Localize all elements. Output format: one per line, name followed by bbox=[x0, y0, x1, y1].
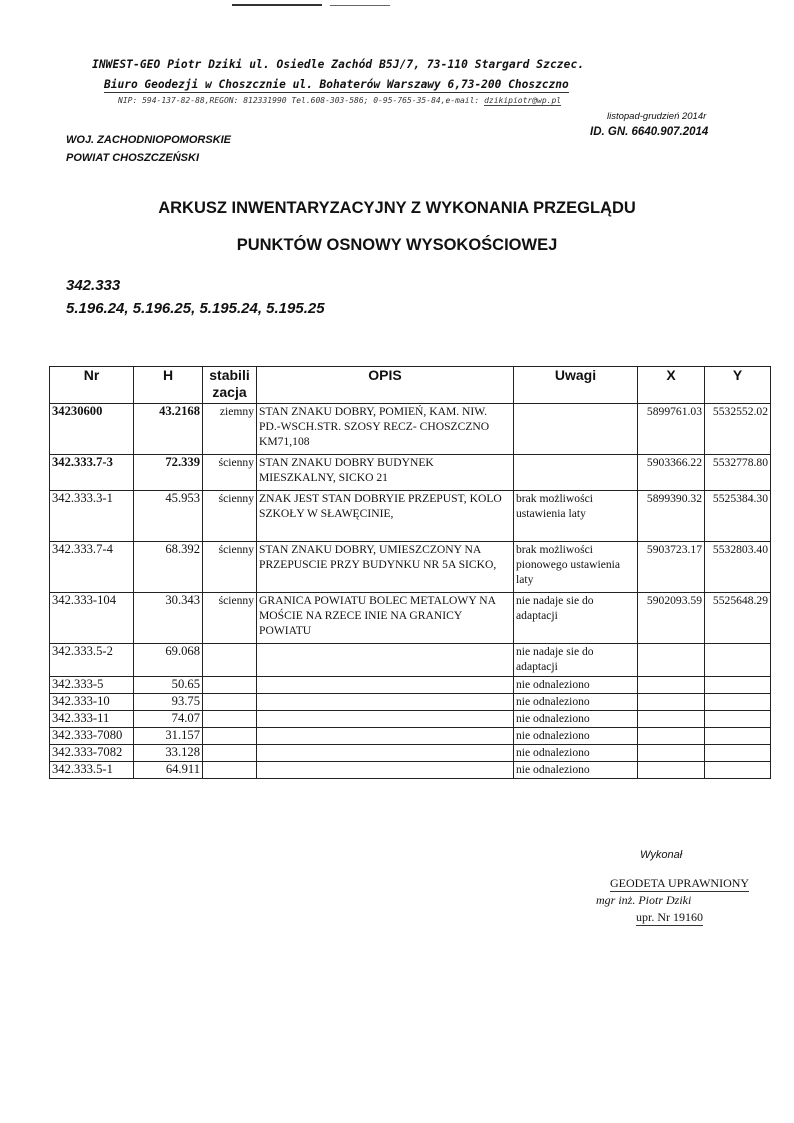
cell-x bbox=[638, 711, 705, 728]
cell-h: 43.2168 bbox=[134, 404, 203, 455]
cell-x: 5902093.59 bbox=[638, 593, 705, 644]
voivodeship-label: WOJ. ZACHODNIOPOMORSKIE bbox=[66, 134, 232, 146]
cell-nr: 342.333.5-2 bbox=[50, 644, 134, 677]
cell-uwagi bbox=[514, 455, 638, 491]
cell-y: 5525384.30 bbox=[705, 491, 771, 542]
cell-opis bbox=[257, 694, 514, 711]
cell-uwagi: nie odnaleziono bbox=[514, 711, 638, 728]
cell-uwagi: nie odnaleziono bbox=[514, 728, 638, 745]
cell-y bbox=[705, 711, 771, 728]
cell-x bbox=[638, 762, 705, 779]
col-header-uwagi: Uwagi bbox=[514, 367, 638, 404]
sheet-code: 342.333 bbox=[66, 277, 121, 294]
col-header-x: X bbox=[638, 367, 705, 404]
cell-uwagi: brak możliwości pionowego ustawienia laty bbox=[514, 542, 638, 593]
cell-x bbox=[638, 745, 705, 762]
cell-h: 50.65 bbox=[134, 677, 203, 694]
table-row bbox=[50, 745, 771, 762]
cell-y bbox=[705, 728, 771, 745]
cell-opis bbox=[257, 745, 514, 762]
cell-uwagi: nie nadaje sie do adaptacji bbox=[514, 644, 638, 677]
cell-h: 30.343 bbox=[134, 593, 203, 644]
cell-y bbox=[705, 644, 771, 677]
cell-h: 33.128 bbox=[134, 745, 203, 762]
cell-opis bbox=[257, 677, 514, 694]
cell-stab: ścienny bbox=[203, 455, 257, 491]
contact-details: NIP: 594-137-82-88,REGON: 812331990 Tel.608-303-586; 0-95-765-35-84,e-mail: bbox=[118, 96, 480, 105]
cell-stab: ścienny bbox=[203, 542, 257, 593]
cell-y bbox=[705, 762, 771, 779]
table-row bbox=[50, 542, 771, 593]
cell-h: 69.068 bbox=[134, 644, 203, 677]
cell-nr: 342.333-7082 bbox=[50, 745, 134, 762]
cell-stab bbox=[203, 644, 257, 677]
cell-h: 72.339 bbox=[134, 455, 203, 491]
cell-opis: STAN ZNAKU DOBRY BUDYNEK MIESZKALNY, SICKO 21 bbox=[257, 455, 514, 491]
cell-y bbox=[705, 694, 771, 711]
region-block bbox=[66, 131, 231, 167]
cell-opis bbox=[257, 644, 514, 677]
cell-y bbox=[705, 677, 771, 694]
cell-y bbox=[705, 745, 771, 762]
cell-opis bbox=[257, 762, 514, 779]
table-row bbox=[50, 677, 771, 694]
col-header-h: H bbox=[134, 367, 203, 404]
cell-nr: 34230600 bbox=[50, 404, 134, 455]
cell-y: 5532803.40 bbox=[705, 542, 771, 593]
cell-opis: STAN ZNAKU DOBRY, POMIEŃ, KAM. NIW. PD.-WSCH.STR. SZOSY RECZ- CHOSZCZNO KM71,108 bbox=[257, 404, 514, 455]
cell-stab: ścienny bbox=[203, 593, 257, 644]
table-row bbox=[50, 404, 771, 455]
cell-h: 45.953 bbox=[134, 491, 203, 542]
cell-y: 5532552.02 bbox=[705, 404, 771, 455]
company-header-contact bbox=[118, 96, 561, 105]
cell-stab bbox=[203, 745, 257, 762]
table-row bbox=[50, 644, 771, 677]
cell-nr: 342.333.5-1 bbox=[50, 762, 134, 779]
company-header-line1: INWEST-GEO Piotr Dziki ul. Osiedle Zachód B5J/7, 73-110 Stargard Szczec. bbox=[92, 58, 585, 71]
cell-opis: GRANICA POWIATU BOLEC METALOWY NA MOŚCIE NA RZECE INIE NA GRANICY POWIATU bbox=[257, 593, 514, 644]
table-row bbox=[50, 762, 771, 779]
cell-nr: 342.333-7080 bbox=[50, 728, 134, 745]
stamp-name: mgr inż. Piotr Dziki bbox=[596, 893, 692, 907]
county-label: POWIAT CHOSZCZEŃSKI bbox=[66, 152, 200, 164]
cell-h: 74.07 bbox=[134, 711, 203, 728]
col-header-stab-line1: stabili bbox=[209, 367, 250, 383]
scan-artifact-line bbox=[232, 4, 322, 6]
cell-stab: ścienny bbox=[203, 491, 257, 542]
scan-artifact-line bbox=[330, 5, 390, 6]
document-date: listopad-grudzień 2014r bbox=[607, 111, 707, 122]
cell-opis: STAN ZNAKU DOBRY, UMIESZCZONY NA PRZEPUSCIE PRZY BUDYNKU NR 5A SICKO, bbox=[257, 542, 514, 593]
cell-nr: 342.333.7-4 bbox=[50, 542, 134, 593]
cell-nr: 342.333-104 bbox=[50, 593, 134, 644]
table-row bbox=[50, 593, 771, 644]
cell-nr: 342.333-10 bbox=[50, 694, 134, 711]
cell-h: 93.75 bbox=[134, 694, 203, 711]
col-header-nr: Nr bbox=[50, 367, 134, 404]
cell-h: 64.911 bbox=[134, 762, 203, 779]
cell-uwagi: nie odnaleziono bbox=[514, 694, 638, 711]
cell-uwagi: nie odnaleziono bbox=[514, 762, 638, 779]
stamp-license: upr. Nr 19160 bbox=[636, 910, 703, 924]
email-address: dzikipiotr@wp.pl bbox=[484, 96, 562, 105]
document-id: ID. GN. 6640.907.2014 bbox=[590, 126, 709, 138]
cell-uwagi bbox=[514, 404, 638, 455]
document-title-line1: ARKUSZ INWENTARYZACYJNY Z WYKONANIA PRZEGLĄDU bbox=[158, 199, 636, 217]
cell-uwagi: nie odnaleziono bbox=[514, 745, 638, 762]
table-header-row bbox=[50, 367, 771, 404]
stamp-title: GEODETA UPRAWNIONY bbox=[610, 876, 750, 890]
cell-stab bbox=[203, 711, 257, 728]
cell-y: 5525648.29 bbox=[705, 593, 771, 644]
inventory-table bbox=[49, 366, 771, 779]
cell-uwagi: brak możliwości ustawienia laty bbox=[514, 491, 638, 542]
cell-x: 5899761.03 bbox=[638, 404, 705, 455]
table-row bbox=[50, 711, 771, 728]
sheet-list: 5.196.24, 5.196.25, 5.195.24, 5.195.25 bbox=[66, 300, 325, 317]
cell-x bbox=[638, 677, 705, 694]
cell-x bbox=[638, 694, 705, 711]
col-header-stabilizacja bbox=[203, 367, 257, 404]
cell-uwagi: nie nadaje sie do adaptacji bbox=[514, 593, 638, 644]
cell-x bbox=[638, 728, 705, 745]
cell-nr: 342.333-11 bbox=[50, 711, 134, 728]
cell-opis bbox=[257, 728, 514, 745]
cell-opis bbox=[257, 711, 514, 728]
cell-nr: 342.333.7-3 bbox=[50, 455, 134, 491]
cell-x: 5899390.32 bbox=[638, 491, 705, 542]
cell-y: 5532778.80 bbox=[705, 455, 771, 491]
cell-x: 5903723.17 bbox=[638, 542, 705, 593]
cell-stab: ziemny bbox=[203, 404, 257, 455]
company-header-line2: Biuro Geodezji w Choszcznie ul. Bohaterów Warszawy 6,73-200 Choszczno bbox=[104, 78, 569, 91]
cell-h: 31.157 bbox=[134, 728, 203, 745]
table-row bbox=[50, 491, 771, 542]
col-header-stab-line2: zacja bbox=[212, 384, 247, 400]
cell-uwagi: nie odnaleziono bbox=[514, 677, 638, 694]
cell-x bbox=[638, 644, 705, 677]
col-header-y: Y bbox=[705, 367, 771, 404]
cell-stab bbox=[203, 677, 257, 694]
cell-opis: ZNAK JEST STAN DOBRYIE PRZEPUST, KOLO SZKOŁY W SŁAWĘCINIE, bbox=[257, 491, 514, 542]
cell-stab bbox=[203, 694, 257, 711]
table-row bbox=[50, 455, 771, 491]
table-row bbox=[50, 728, 771, 745]
col-header-opis: OPIS bbox=[257, 367, 514, 404]
cell-stab bbox=[203, 728, 257, 745]
cell-nr: 342.333-5 bbox=[50, 677, 134, 694]
cell-stab bbox=[203, 762, 257, 779]
cell-h: 68.392 bbox=[134, 542, 203, 593]
signature-label: Wykonał bbox=[640, 849, 683, 861]
cell-nr: 342.333.3-1 bbox=[50, 491, 134, 542]
cell-x: 5903366.22 bbox=[638, 455, 705, 491]
document-title-line2: PUNKTÓW OSNOWY WYSOKOŚCIOWEJ bbox=[236, 236, 558, 254]
table-row bbox=[50, 694, 771, 711]
